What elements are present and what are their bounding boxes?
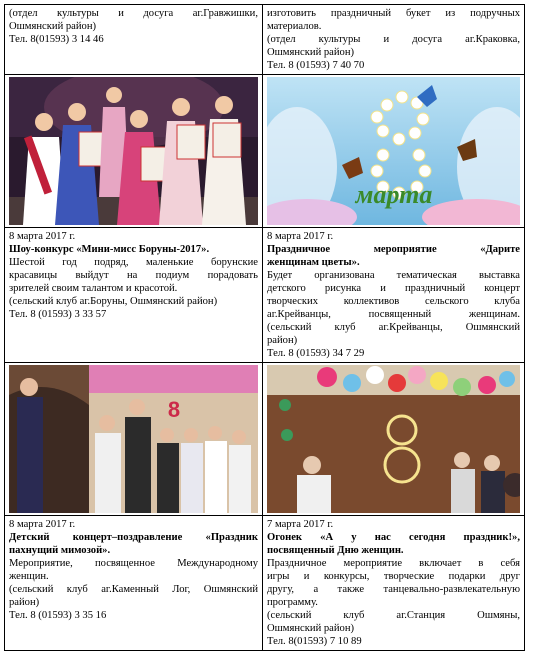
description-text: игры и конкурсы, творческие подарки друг [267, 571, 520, 582]
8-march-card-image [267, 77, 520, 225]
photo-cell [5, 75, 263, 228]
phone-text: Тел. 8 (01593) 7 40 70 [267, 60, 365, 71]
table-row [5, 516, 525, 651]
event-cell [5, 5, 263, 75]
organizer-text: (отдел культуры и досуга аг.Краковка, [267, 34, 520, 45]
phone-text: Тел. 8 (01593) 3 33 57 [9, 309, 107, 320]
table-row [5, 363, 525, 516]
event-cell [263, 516, 525, 651]
description-text: материалов. [267, 21, 322, 32]
description-text: изготовить праздничный букет из подручных [267, 8, 520, 19]
event-cell [5, 228, 263, 363]
event-title: пахнущий мимозой». [9, 545, 111, 556]
march-card-text: марта [355, 180, 433, 209]
description-text: зрителей своим талантом и красотой. [9, 283, 178, 294]
description-text: другу, а также танцевально-развлекательную [267, 584, 520, 595]
description-text: Мероприятие, посвященное Международному [9, 558, 258, 569]
organizer-text: (сельский клуб аг.Каменный Лог, Ошмянский [9, 584, 258, 595]
balloons-hall-image [267, 365, 520, 513]
description-text: программу. [267, 597, 318, 608]
children-concert-image [9, 365, 258, 513]
event-title: Огонек «А у нас сегодня праздник!», [267, 532, 520, 543]
event-date: 7 марта 2017 г. [267, 519, 334, 530]
event-title: Праздничное мероприятие «Дарите [267, 244, 520, 255]
organizer-text: (отдел культуры и досуга аг.Гравжишки, [9, 8, 258, 19]
event-title: посвященный Дню женщин. [267, 545, 404, 556]
table-row [5, 75, 525, 228]
svg-text:8: 8 [167, 397, 181, 422]
description-text: детского рисунка и праздничный концерт [267, 283, 520, 294]
phone-text: Тел. 8 (01593) 34 7 29 [267, 348, 365, 359]
event-title: Детский концерт–поздравление «Праздник [9, 532, 258, 543]
event-date: 8 марта 2017 г. [9, 231, 76, 242]
phone-text: Тел. 8(01593) 3 14 46 [9, 34, 104, 45]
event-title: женщинам цветы». [267, 257, 360, 268]
phone-text: Тел. 8 (01593) 3 35 16 [9, 610, 107, 621]
phone-text: Тел. 8(01593) 7 10 89 [267, 636, 362, 647]
photo-cell [263, 75, 525, 228]
description-text: красавицы выйдут на подиум порадовать [9, 270, 258, 281]
event-date: 8 марта 2017 г. [267, 231, 334, 242]
organizer-text: Ошмянский район) [267, 47, 355, 58]
children-concert-photo [9, 365, 258, 513]
description-text: женщин. [9, 571, 49, 582]
description-text: Шестой год подряд, маленькие борунские [9, 257, 258, 268]
photo-cell [263, 363, 525, 516]
organizer-text: район) [267, 335, 298, 346]
organizer-text: (сельский клуб аг.Боруны, Ошмянский район) [9, 296, 218, 307]
description-text: аг.Крейванцы, посвященный женщинам. [267, 309, 520, 320]
event-cell [263, 228, 525, 363]
girls-with-diplomas-photo-image [9, 77, 258, 225]
table-row [5, 5, 525, 75]
girls-with-diplomas-photo [9, 77, 258, 225]
organizer-text: Ошмянский район) [267, 623, 355, 634]
event-cell [5, 516, 263, 651]
photo-cell [5, 363, 263, 516]
description-text: Будет организована тематическая выставка [267, 270, 520, 281]
organizer-text: (сельский клуб аг.Крейванцы, Ошмянский [267, 322, 520, 333]
organizer-text: (сельский клуб аг.Станция Ошмяны, [267, 610, 520, 621]
description-text: Праздничное мероприятие включает в себя [267, 558, 520, 569]
events-table [4, 4, 525, 651]
balloons-hall-photo [267, 365, 520, 513]
description-text: творческих коллективов сельского клуба [267, 296, 520, 307]
8-march-flowers-card [267, 77, 520, 225]
event-date: 8 марта 2017 г. [9, 519, 76, 530]
organizer-text: Ошмянский район) [9, 21, 97, 32]
event-cell [263, 5, 525, 75]
organizer-text: район) [9, 597, 40, 608]
table-row [5, 228, 525, 363]
event-title: Шоу-конкурс «Мини-мисс Боруны-2017». [9, 244, 210, 255]
